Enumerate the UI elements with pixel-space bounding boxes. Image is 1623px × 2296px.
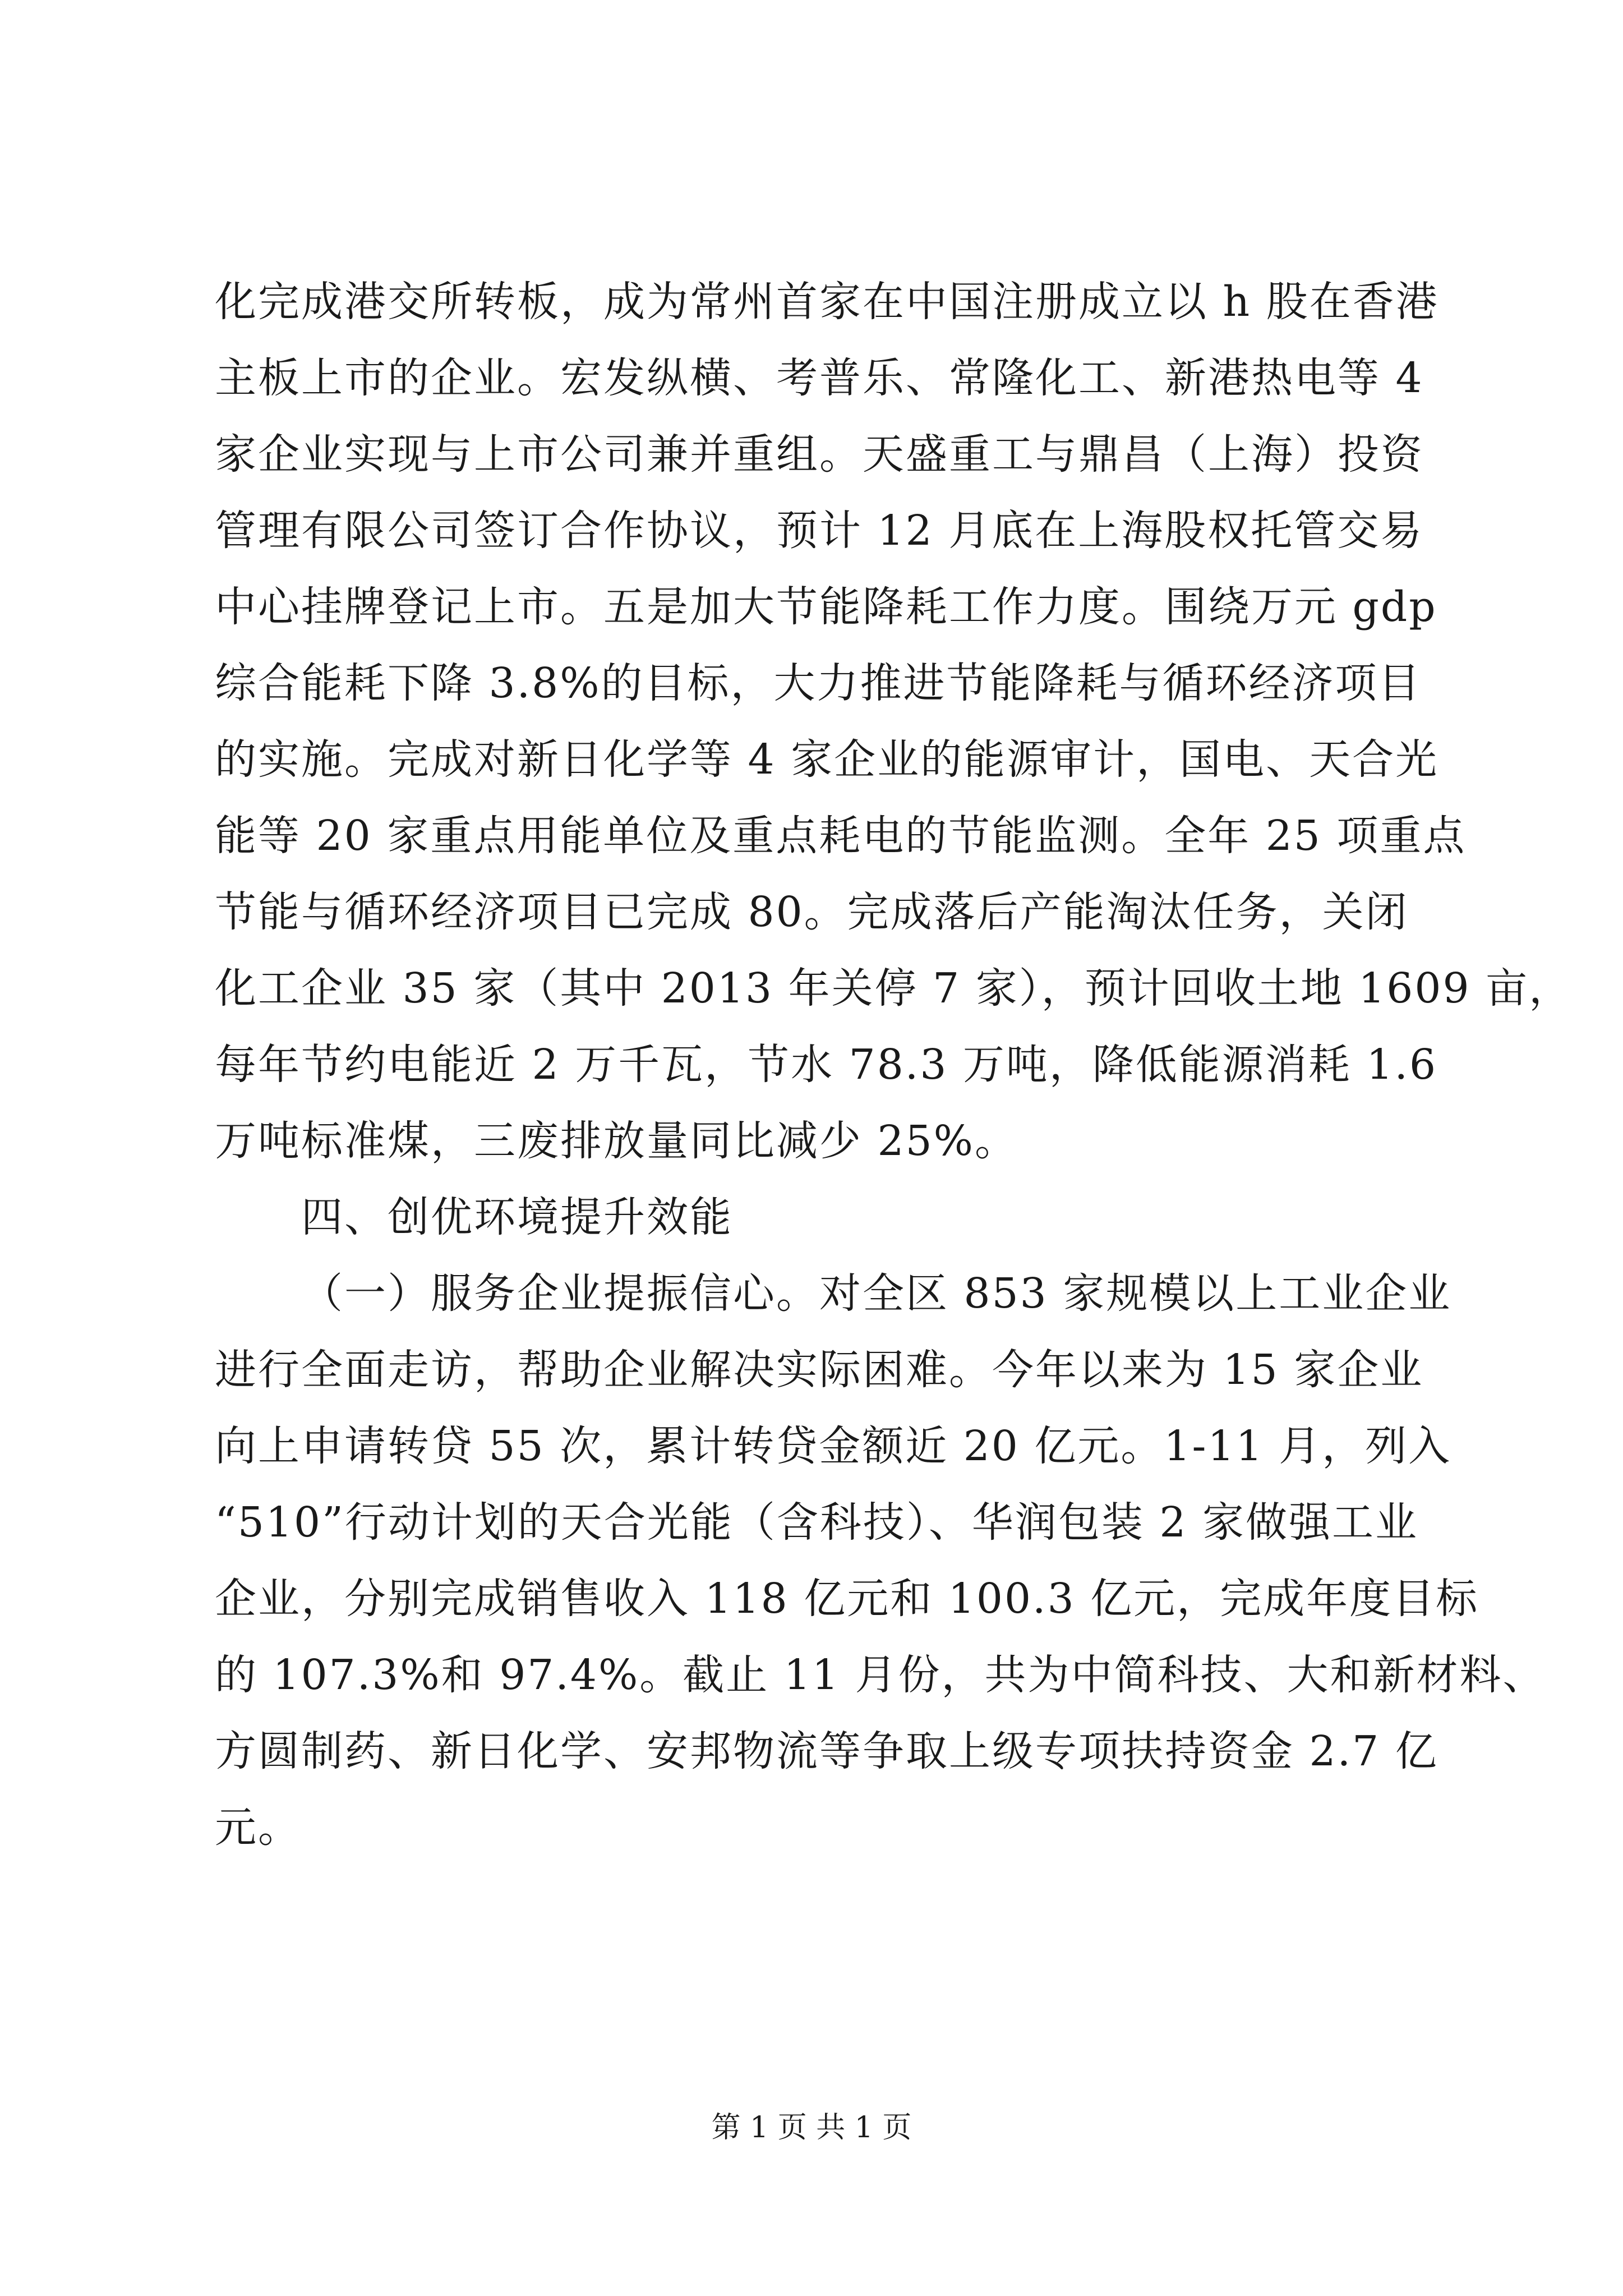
text-line: 中心挂牌登记上市。五是加大节能降耗工作力度。围绕万元 gdp (215, 583, 1437, 631)
page-footer: 第 1 页 共 1 页 (711, 2111, 912, 2145)
text-line: 化工企业 35 家（其中 2013 年关停 7 家），预计回收土地 1609 亩， (215, 964, 1573, 1013)
text-line: 进行全面走访，帮助企业解决实际困难。今年以来为 15 家企业 (215, 1346, 1424, 1394)
text-line: 企业，分别完成销售收入 118 亿元和 100.3 亿元，完成年度目标 (215, 1575, 1479, 1623)
text-line: 每年节约电能近 2 万千瓦，节水 78.3 万吨，降低能源消耗 1.6 (215, 1041, 1438, 1089)
text-line: 的 107.3%和 97.4%。截止 11 月份，共为中简科技、大和新材料、 (215, 1651, 1546, 1699)
text-line: 能等 20 家重点用能单位及重点耗电的节能监测。全年 25 项重点 (215, 812, 1467, 860)
text-line: 向上申请转贷 55 次，累计转贷金额近 20 亿元。1-11 月，列入 (215, 1422, 1452, 1470)
text-line: 主板上市的企业。宏发纵横、考普乐、常隆化工、新港热电等 4 (215, 354, 1424, 402)
text-line: 节能与循环经济项目已完成 80。完成落后产能淘汰任务，关闭 (215, 888, 1409, 936)
text-line: “510”行动计划的天合光能（含科技）、华润包装 2 家做强工业 (215, 1498, 1419, 1547)
section-heading: 四、创优环境提升效能 (301, 1193, 733, 1241)
text-line: 家企业实现与上市公司兼并重组。天盛重工与鼎昌（上海）投资 (215, 430, 1424, 478)
text-line: 的实施。完成对新日化学等 4 家企业的能源审计，国电、天合光 (215, 735, 1439, 784)
text-line: （一）服务企业提振信心。对全区 853 家规模以上工业企业 (301, 1269, 1452, 1318)
text-line: 化完成港交所转板，成为常州首家在中国注册成立以 h 股在香港 (215, 278, 1439, 326)
text-line: 综合能耗下降 3.8%的目标，大力推进节能降耗与循环经济项目 (215, 659, 1422, 707)
body-text (215, 264, 1573, 1866)
text-line: 方圆制药、新日化学、安邦物流等争取上级专项扶持资金 2.7 亿 (215, 1727, 1438, 1775)
text-line: 管理有限公司签订合作协议，预计 12 月底在上海股权托管交易 (215, 507, 1424, 555)
text-line: 万吨标准煤，三废排放量同比减少 25%。 (215, 1117, 1018, 1165)
text-line: 元。 (215, 1803, 301, 1852)
